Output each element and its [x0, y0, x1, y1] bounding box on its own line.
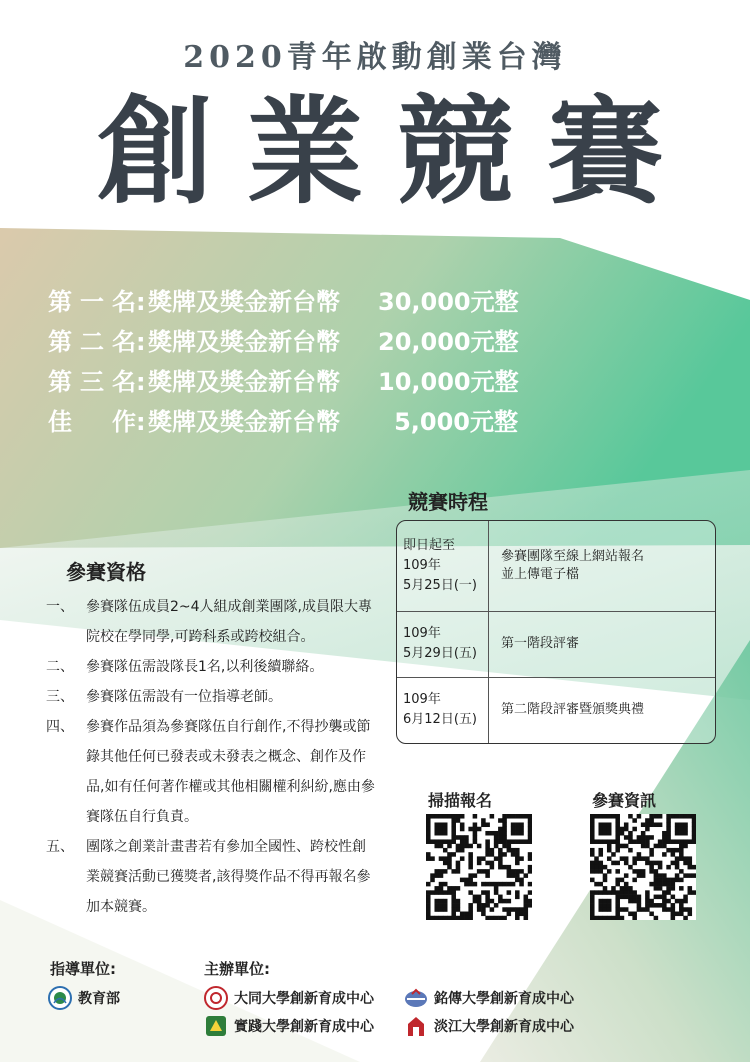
eligibility-list [46, 592, 376, 922]
schedule-title: 競賽時程 [408, 490, 488, 514]
register-qr-code[interactable] [426, 814, 532, 920]
tamkang-logo-icon [404, 1014, 428, 1038]
list-item [46, 712, 376, 832]
advisor-label: 指導單位: [50, 960, 116, 978]
item-text: 團隊之創業計畫書若有參加全國性、跨校性創業競賽活動已獲獎者,該得獎作品不得再報名參加本競賽。 [86, 839, 371, 915]
organizer-mingchuan [404, 986, 574, 1010]
schedule-date [397, 521, 489, 611]
item-number: 一、 [46, 599, 74, 615]
schedule-desc [501, 611, 709, 677]
prize-rank: 第三名 [48, 368, 136, 396]
list-item [46, 592, 376, 652]
eligibility-title: 參賽資格 [66, 560, 146, 584]
organizer-name: 實踐大學創新育成中心 [234, 1019, 374, 1035]
item-text: 參賽隊伍成員2~4人組成創業團隊,成員限大專院校在學同學,可跨科系或跨校組合。 [86, 599, 372, 645]
prize-row [48, 362, 518, 402]
main-title [0, 85, 750, 220]
prize-amount: 10,000元整 [378, 368, 519, 396]
desc-line: 第一階段評審 [501, 636, 580, 651]
colon: : [136, 368, 146, 396]
prize-amount: 20,000元整 [378, 328, 519, 356]
organizer-tatung [204, 986, 374, 1010]
event-subtitle: 2020青年啟動創業台灣 [183, 40, 567, 75]
date-line: 5月29日(五) [403, 646, 477, 661]
item-number: 五、 [46, 839, 74, 855]
prize-rank: 第二名 [48, 328, 136, 356]
prize-desc: 獎牌及獎金新台幣 [148, 328, 340, 356]
organizer-name: 淡江大學創新育成中心 [434, 1019, 574, 1035]
colon: : [136, 288, 146, 316]
prize-desc: 獎牌及獎金新台幣 [148, 288, 340, 316]
schedule-date [397, 611, 489, 677]
list-item [46, 832, 376, 922]
title-char-4: 賽 [547, 85, 663, 220]
tatung-logo-icon [204, 986, 228, 1010]
colon: : [136, 328, 146, 356]
info-qr-code[interactable] [590, 814, 696, 920]
schedule-row [397, 611, 715, 678]
item-text: 參賽作品須為參賽隊伍自行創作,不得抄襲或節錄其他任何已發表或未發表之概念、創作及作品,如有任何著作權或其他相關權利糾紛,應由參賽隊伍自行負責。 [86, 719, 375, 825]
schedule-desc [501, 521, 709, 611]
title-char-2: 業 [247, 85, 363, 220]
organizer-tamkang [404, 1014, 574, 1038]
date-line: 即日起至 [403, 538, 456, 553]
register-qr-label: 掃描報名 [428, 791, 493, 810]
item-number: 四、 [46, 719, 74, 735]
list-item [46, 652, 376, 682]
organizer-name: 銘傳大學創新育成中心 [434, 991, 574, 1007]
date-line: 109年 [403, 692, 441, 707]
organizer-label: 主辦單位: [204, 960, 270, 978]
prize-amount: 5,000元整 [394, 408, 518, 436]
item-number: 三、 [46, 689, 74, 705]
prize-row [48, 322, 518, 362]
prize-amount: 30,000元整 [378, 288, 519, 316]
schedule-date [397, 677, 489, 743]
info-qr-label: 參賽資訊 [592, 791, 657, 810]
schedule-table [396, 520, 716, 744]
moe-logo-icon [48, 986, 72, 1010]
desc-line: 第二階段評審暨頒獎典禮 [501, 702, 645, 717]
date-line: 6月12日(五) [403, 712, 477, 727]
shihchien-logo-icon [204, 1014, 228, 1038]
item-text: 參賽隊伍需設有一位指導老師。 [86, 689, 282, 705]
advisor-name: 教育部 [78, 991, 120, 1007]
item-text: 參賽隊伍需設隊長1名,以利後續聯絡。 [86, 659, 324, 675]
date-line: 109年 [403, 626, 441, 641]
prize-desc: 獎牌及獎金新台幣 [148, 368, 340, 396]
prize-row [48, 402, 518, 442]
prize-rank: 第一名 [48, 288, 136, 316]
schedule-desc [501, 677, 709, 743]
schedule-row [397, 677, 715, 743]
item-number: 二、 [46, 659, 74, 675]
schedule-row [397, 521, 715, 612]
mingchuan-logo-icon [404, 986, 428, 1010]
prize-rank: 佳 作 [48, 408, 136, 436]
prize-desc: 獎牌及獎金新台幣 [148, 408, 340, 436]
organizer-name: 大同大學創新育成中心 [234, 991, 374, 1007]
organizer-shihchien [204, 1014, 374, 1038]
title-char-1: 創 [97, 85, 213, 220]
date-line: 5月25日(一) [403, 578, 477, 593]
advisor-org [48, 986, 120, 1010]
prize-list [48, 282, 518, 442]
list-item [46, 682, 376, 712]
colon: : [136, 408, 146, 436]
desc-line: 參賽團隊至線上網站報名 [501, 549, 645, 564]
title-char-3: 競 [397, 85, 513, 220]
prize-row [48, 282, 518, 322]
desc-line: 並上傳電子檔 [501, 567, 580, 582]
date-line: 109年 [403, 558, 441, 573]
